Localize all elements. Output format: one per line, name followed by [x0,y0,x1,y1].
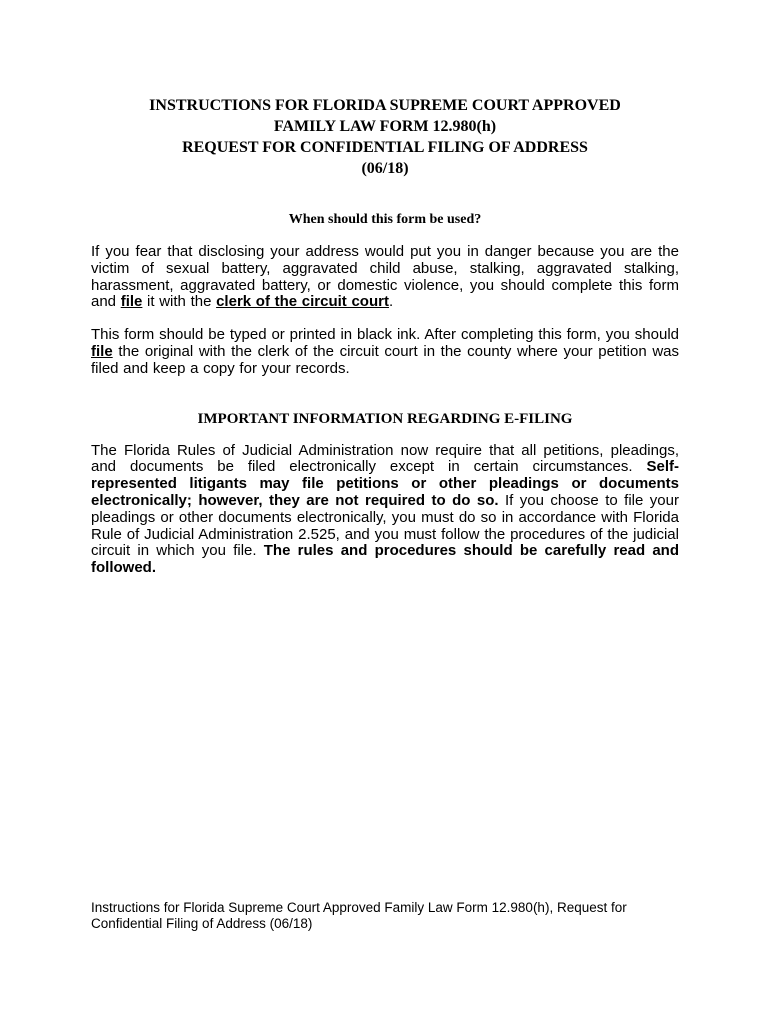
text-segment: If you choose to file your pleadings or other documents electronically, you must do so in accordance with Florida Rule of Judicial Administration 2.525, and you must follow the procedures of the judicial circuit in which you file. [91,491,679,560]
text-segment: This form should be typed or printed in black ink. After completing this form, you should [91,326,679,344]
text-segment-file-emphasis: file [120,293,143,311]
text-segment: . [388,293,394,311]
document-title [91,95,679,179]
title-line-1: INSTRUCTIONS FOR FLORIDA SUPREME COURT APPROVED [149,97,621,114]
document-content [91,95,679,577]
section-heading-efiling: IMPORTANT INFORMATION REGARDING E-FILING [197,410,573,427]
text-segment-rules-emphasis: The rules and procedures should be carefully read and followed. [91,542,680,577]
text-segment: The Florida Rules of Judicial Administration now require that all petitions, pleadings, and documents be filed electronically except in certain circumstances. [91,441,679,476]
text-segment-file-emphasis: file [91,342,113,360]
title-line-4: (06/18) [361,160,409,177]
text-segment-clerk-emphasis: clerk of the circuit court [216,293,389,311]
section-heading-when-used: When should this form be used? [288,212,482,227]
text-segment: If you fear that disclosing your address would put you in danger because you are the victim of sexual battery, aggravated child abuse, stalking, aggravated stalking, harassment, aggravated battery, or domestic violence, you should complete this form and [91,243,679,311]
text-segment: the original with the clerk of the circuit court in the county where your petition was filed and keep a copy for your records. [91,342,679,377]
text-segment: it with the [142,293,217,311]
text-segment-selfrepresented-emphasis: Self-represented litigants may file petitions or other pleadings or documents electronically; however, they are not required to do so. [91,458,679,509]
paragraph-when-used [91,244,679,311]
title-line-2: FAMILY LAW FORM 12.980(h) [273,118,497,135]
paragraph-filing-instructions [91,327,679,377]
paragraph-efiling-info [91,443,679,577]
page-footer: Instructions for Florida Supreme Court Approved Family Law Form 12.980(h), Request for Confidential Filing of Address (06/18) [91,900,627,931]
title-line-3: REQUEST FOR CONFIDENTIAL FILING OF ADDRESS [182,139,588,156]
